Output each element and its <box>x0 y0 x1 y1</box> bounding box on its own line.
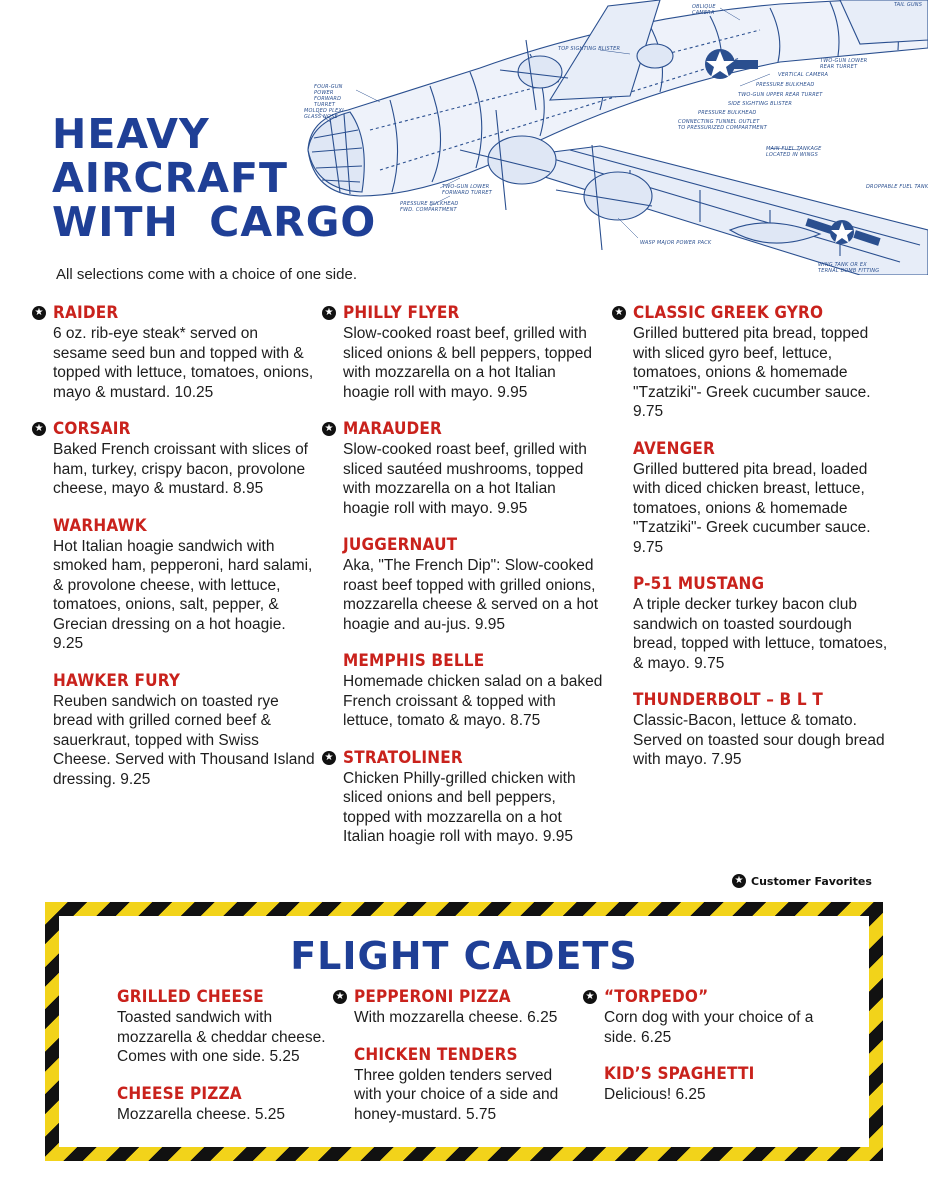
menu-item-memphis-belle <box>320 650 605 731</box>
menu-column-2 <box>320 302 605 863</box>
b29-cutaway-drawing <box>300 0 928 275</box>
menu-item-kids-spaghetti <box>581 1063 821 1105</box>
menu-item-name: CHEESE PIZZA <box>117 1083 242 1104</box>
legend-label: Customer Favorites <box>751 874 872 888</box>
blueprint-label: TAIL GUNS <box>894 2 923 8</box>
favorite-star-icon: ★ <box>322 422 336 436</box>
favorite-star-icon: ★ <box>32 306 46 320</box>
menu-item-name: JUGGERNAUT <box>343 535 458 555</box>
menu-item-classic-greek-gyro <box>610 302 895 422</box>
blueprint-label: WASP MAJOR POWER PACK <box>640 240 712 246</box>
menu-item-description: A triple decker turkey bacon club sandwich on toasted sourdough bread, topped with lettuce, tomatoes, & mayo. 9.75 <box>633 596 888 672</box>
favorite-star-icon: ★ <box>322 306 336 320</box>
blueprint-label: TOP SIGHTING BLISTER <box>558 46 621 52</box>
cadets-column-1 <box>95 986 335 1140</box>
menu-item-name: THUNDERBOLT – B L T <box>633 690 823 710</box>
blueprint-label: OBLIQUE CAMERA <box>692 4 716 16</box>
page-subtitle: All selections come with a choice of one side. <box>56 266 357 283</box>
favorite-star-icon: ★ <box>32 422 46 436</box>
menu-item-description: Grilled buttered pita bread, loaded with diced chicken breast, lettuce, tomatoes, onions & homemade "Tzatziki"- Greek cucumber sauce. 9.75 <box>633 460 871 556</box>
menu-item-description: Corn dog with your choice of a side. 6.25 <box>604 1009 814 1046</box>
menu-item-torpedo <box>581 986 821 1047</box>
blueprint-label: PRESSURE BULKHEAD <box>756 82 815 88</box>
menu-item-description: Reuben sandwich on toasted rye bread with grilled corned beef & sauerkraut, topped with Swiss Cheese. Served with Thousand Island dressing. 9.25 <box>53 692 315 788</box>
favorite-star-icon: ★ <box>583 990 597 1004</box>
blueprint-label: DROPPABLE FUEL TANK <box>866 184 928 190</box>
flight-cadets-title: FLIGHT CADETS <box>290 934 638 978</box>
blueprint-label: FOUR-GUN POWER FORWARD TURRET <box>314 84 343 108</box>
aircraft-blueprint-illustration <box>300 0 928 275</box>
menu-item-name: AVENGER <box>633 438 715 459</box>
menu-item-name: PEPPERONI PIZZA <box>354 987 511 1007</box>
menu-item-description: Homemade chicken salad on a baked French croissant & topped with lettuce, tomato & mayo. 8.75 <box>343 673 603 729</box>
menu-item-description: Delicious! 6.25 <box>604 1086 706 1103</box>
menu-item-marauder <box>320 418 605 518</box>
title-line: HEAVY <box>52 110 210 158</box>
menu-column-3 <box>610 302 895 786</box>
blueprint-label: TWO-GUN LOWER REAR TURRET <box>820 58 868 70</box>
menu-item-name: WARHAWK <box>53 515 147 536</box>
menu-item-description: Classic-Bacon, lettuce & tomato. Served on toasted sour dough bread with mayo. 7.95 <box>633 712 885 768</box>
blueprint-label: MAIN FUEL TANKAGE LOCATED IN WINGS <box>766 146 822 158</box>
menu-item-chicken-tenders <box>331 1044 571 1125</box>
menu-item-name: PHILLY FLYER <box>343 303 460 323</box>
menu-item-juggernaut <box>320 534 605 634</box>
menu-item-corsair <box>30 418 315 499</box>
menu-item-name: P-51 MUSTANG <box>633 574 765 594</box>
menu-item-description: Grilled buttered pita bread, topped with sliced gyro beef, lettuce, tomatoes, onions & homemade "Tzatziki"- Greek cucumber sauce. 9.75 <box>633 325 871 420</box>
menu-item-description: Toasted sandwich with mozzarella & cheddar cheese. Comes with one side. 5.25 <box>117 1009 326 1065</box>
menu-item-name: GRILLED CHEESE <box>117 987 264 1007</box>
menu-item-description: 6 oz. rib-eye steak* served on sesame seed bun and topped with & topped with lettuce, tomatoes, onions, mayo & mustard. 10.25 <box>53 325 314 401</box>
star-in-circle-icon: ★ <box>732 874 746 888</box>
menu-item-p51-mustang <box>610 573 895 673</box>
menu-item-description: Slow-cooked roast beef, grilled with sliced onions & bell peppers, topped with mozzarella on a hot Italian hoagie roll with mayo. 9.95 <box>343 325 593 401</box>
menu-item-description: Mozzarella cheese. 5.25 <box>117 1105 286 1123</box>
title-line: AIRCRAFT <box>52 154 288 202</box>
menu-item-name: CLASSIC GREEK GYRO <box>633 303 824 323</box>
blueprint-label: WING TANK OR EX TERNAL BOMB FITTING <box>818 262 880 274</box>
cadets-column-2 <box>331 986 571 1140</box>
menu-item-description: Chicken Philly-grilled chicken with sliced onions and bell peppers, topped with mozzarella on a hot Italian hoagie roll with mayo. 9.95 <box>343 769 576 845</box>
favorites-legend <box>732 874 872 888</box>
menu-item-name: HAWKER FURY <box>53 670 181 691</box>
blueprint-label: MOLDED PLEXI-GLASS NOSE <box>304 108 346 120</box>
favorite-star-icon: ★ <box>333 990 347 1004</box>
cadets-column-3 <box>581 986 821 1121</box>
menu-column-1 <box>30 302 315 805</box>
menu-item-description: Hot Italian hoagie sandwich with smoked ham, pepperoni, hard salami, & provolone cheese, with lettuce, tomatoes, onions, salt, pepper, & Grecian dressing on a hot hoagie. 9.25 <box>53 537 313 652</box>
menu-item-description: Three golden tenders served with your choice of a side and honey-mustard. 5.75 <box>354 1066 559 1123</box>
page-title <box>52 112 376 244</box>
favorite-star-icon: ★ <box>322 751 336 765</box>
menu-item-description: Slow-cooked roast beef, grilled with sliced sautéed mushrooms, topped with mozzarella on a hot Italian hoagie roll with mayo. 9.95 <box>343 441 587 517</box>
menu-item-cheese-pizza <box>95 1083 335 1125</box>
menu-item-description: Baked French croissant with slices of ham, turkey, crispy bacon, provolone cheese, mayo & mustard. 8.95 <box>53 441 308 497</box>
menu-item-description: With mozzarella cheese. 6.25 <box>354 1009 558 1026</box>
menu-item-raider <box>30 302 315 402</box>
menu-item-philly-flyer <box>320 302 605 402</box>
blueprint-label: SIDE SIGHTING BLISTER <box>728 101 793 107</box>
menu-item-avenger <box>610 438 895 558</box>
menu-item-name: “TORPEDO” <box>604 987 709 1007</box>
flight-cadets-panel <box>59 916 869 1147</box>
menu-item-name: MARAUDER <box>343 419 443 439</box>
menu-item-name: MEMPHIS BELLE <box>343 651 485 671</box>
menu-item-hawker-fury <box>30 670 315 790</box>
favorite-star-icon: ★ <box>612 306 626 320</box>
blueprint-label: TWO-GUN UPPER REAR TURRET <box>738 92 823 98</box>
blueprint-label: VERTICAL CAMERA <box>778 72 829 78</box>
menu-item-pepperoni-pizza <box>331 986 571 1028</box>
menu-item-warhawk <box>30 515 315 654</box>
blueprint-label: PRESSURE BULKHEAD <box>698 110 757 116</box>
menu-item-stratoliner <box>320 747 605 847</box>
menu-item-grilled-cheese <box>95 986 335 1067</box>
menu-item-name: STRATOLINER <box>343 747 463 768</box>
flight-cadets-hazard-border <box>45 902 883 1161</box>
menu-item-name: CORSAIR <box>53 419 131 439</box>
blueprint-label: PRESSURE BULKHEAD FWD. COMPARTMENT <box>400 201 459 213</box>
title-line: WITH CARGO <box>52 198 377 246</box>
menu-item-thunderbolt-blt <box>610 689 895 770</box>
menu-item-name: CHICKEN TENDERS <box>354 1044 518 1065</box>
menu-item-description: Aka, "The French Dip": Slow-cooked roast beef topped with grilled onions, mozzarella cheese & served on a hot hoagie and au-jus. 9.95 <box>343 557 599 633</box>
menu-item-name: RAIDER <box>53 303 119 323</box>
menu-item-name: KID’S SPAGHETTI <box>604 1064 755 1084</box>
blueprint-label: CONNECTING TUNNEL OUTLET TO PRESSURIZED COMPARTMENT <box>678 119 767 131</box>
blueprint-label: TWO-GUN LOWER FORWARD TURRET <box>442 184 492 196</box>
